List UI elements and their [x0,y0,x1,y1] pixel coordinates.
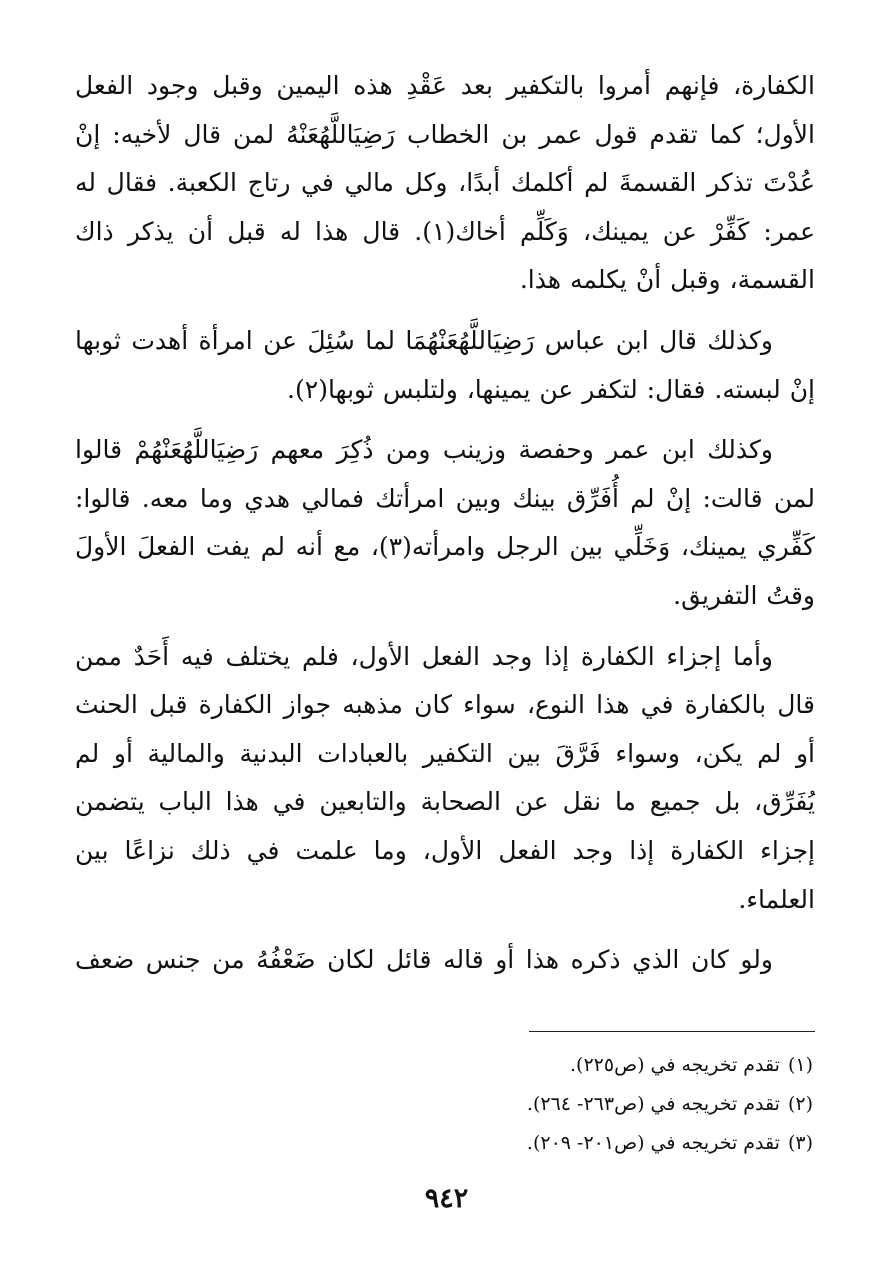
footnote-text: تقدم تخريجه في (ص٢٠١- ٢٠٩). [526,1132,780,1154]
paragraph: وأما إجزاء الكفارة إذا وجد الفعل الأول، فلم يختلف فيه أَحَدٌ ممن قال بالكفارة في هذا النوع، سواء كان مذهبه جواز الكفارة قبل الحنث أو لم يكن، وسواء فَرَّقَ بين التكفير بالعبادات البدنية والمالية أو لم يُفَرِّق، بل جميع ما نقل عن الصحابة والتابعين في هذا الباب يتضمن إجزاء الكفارة إذا وجد الفعل الأول، وما علمت في ذلك نزاعًا بين العلماء. [75,641,815,914]
paragraph: وكذلك قال ابن عباس رَضِيَاللَّهُعَنْهُمَا لما سُئِلَ عن امرأة أهدت ثوبها إنْ لبسته. فقال: لتكفر عن يمينها، ولتلبس ثوبها(٢). [75,325,815,404]
footnote-number: (١) [787,1054,813,1076]
footnote-divider [529,1031,815,1032]
main-text [75,62,815,997]
paragraph: ولو كان الذي ذكره هذا أو قاله قائل لكان ضَعْفُهُ من جنس ضعف [75,945,773,975]
page-number: ٩٤٢ [424,1183,469,1214]
footnote-text: تقدم تخريجه في (ص٢٦٣- ٢٦٤). [526,1093,780,1115]
footnote-number: (٣) [787,1132,813,1154]
paragraph: وكذلك ابن عمر وحفصة وزينب ومن ذُكِرَ معهم رَضِيَاللَّهُعَنْهُمْ قالوا لمن قالت: إنْ لم أُفَرِّق بينك وبين امرأتك فمالي هدي وما معه. قالوا: كَفِّري يمينك، وَخَلِّي بين الرجل وامرأته(٣)، مع أنه لم يفت الفعلَ الأولَ وقتُ التفريق. [75,435,815,610]
paragraph: الكفارة، فإنهم أمروا بالتكفير بعد عَقْدِ هذه اليمين وقبل وجود الفعل الأول؛ كما تقدم قول عمر بن الخطاب رَضِيَاللَّهُعَنْهُ لمن قال لأخيه: إنْ عُدْتَ تذكر القسمةَ لم أكلمك أبدًا، وكل مالي في رتاج الكعبة. فقال له عمر: كَفِّرْ عن يمينك، وَكَلِّم أخاك(١). قال هذا له قبل أن يذكر ذاك القسمة، وقبل أنْ يكلمه هذا. [75,71,815,295]
footnote-text: تقدم تخريجه في (ص٢٢٥). [570,1054,780,1076]
footnote [73,1085,813,1124]
footnote [73,1124,813,1163]
footnote [73,1046,813,1085]
footnotes [73,1046,813,1163]
footnote-number: (٢) [787,1093,813,1115]
